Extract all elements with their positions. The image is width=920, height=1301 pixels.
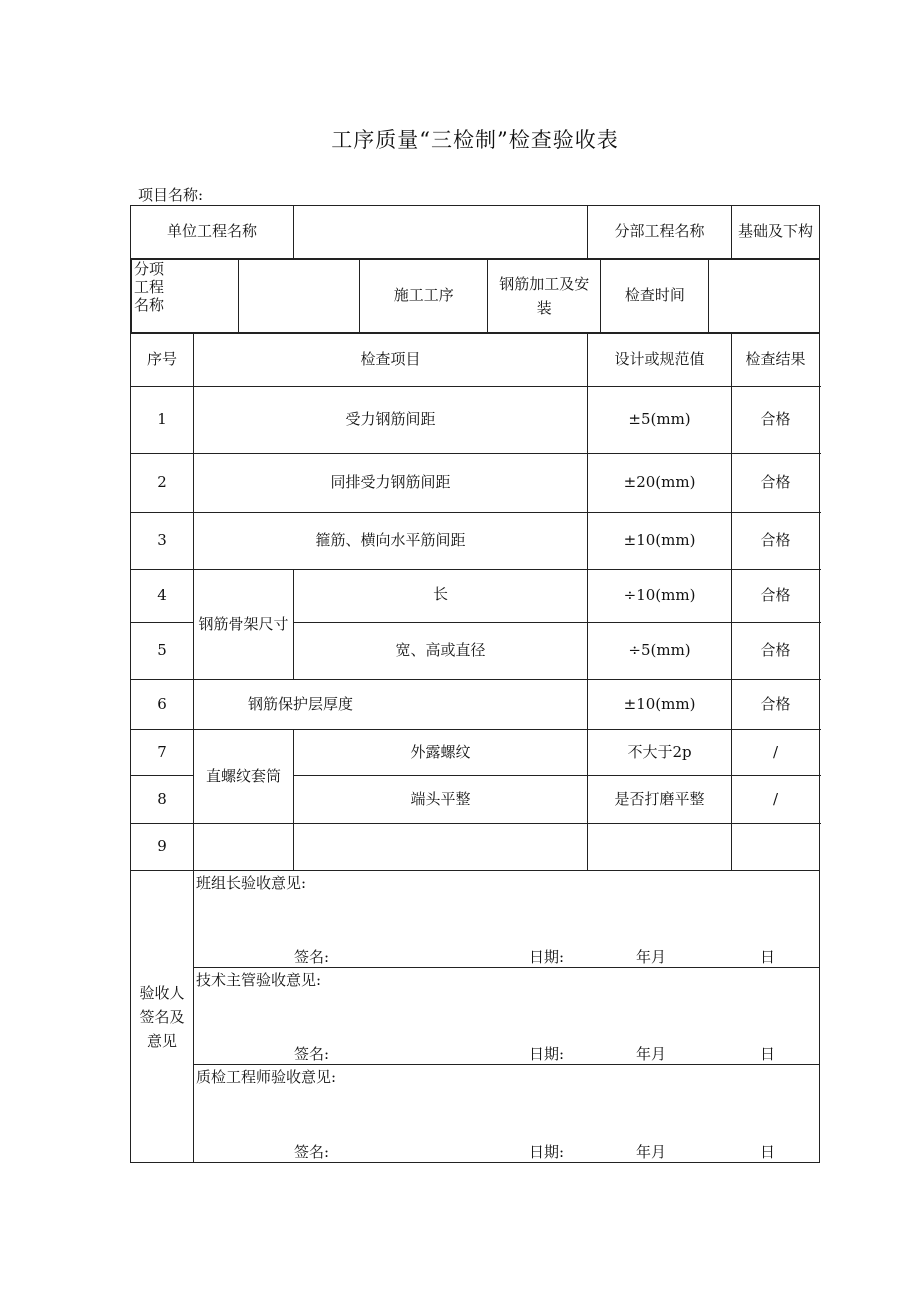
team-leader-opinion[interactable] [194,871,820,968]
row-result[interactable]: 合格 [732,623,820,680]
row-spec: 是否打磨平整 [588,776,732,824]
table-row [131,680,820,730]
opinion-label: 质检工程师验收意见: [196,1068,337,1086]
day-label: 日 [760,1045,776,1063]
row-spec: ±10(mm) [588,513,732,570]
row-no: 5 [131,623,194,680]
row-spec: ±10(mm) [588,680,732,730]
acceptance-label-line: 意见 [146,1031,177,1050]
acceptance-label-line: 验收人 [139,983,185,1002]
opinion-label: 技术主管验收意见: [196,971,322,989]
row-no: 3 [131,513,194,570]
year-month-label: 年月 [636,1143,667,1161]
sub-project-label [132,260,239,333]
process-label: 施工工序 [360,260,488,333]
row-result[interactable]: / [732,776,820,824]
sub-project-label-line: 名称 [134,296,165,314]
acceptance-row [131,1065,820,1163]
unit-project-label: 单位工程名称 [131,206,294,259]
row-result[interactable]: 合格 [732,570,820,623]
process-value-line: 装 [536,299,552,317]
row-result[interactable]: 合格 [732,454,820,513]
header-item: 检查项目 [194,334,588,387]
inspection-form [130,205,820,1163]
table-row [131,513,820,570]
row-group: 直螺纹套筒 [194,730,294,824]
table-row [131,454,820,513]
row-no: 9 [131,824,194,871]
row-result[interactable]: 合格 [732,680,820,730]
sub-project-label-line: 分项 [134,260,165,278]
date-label[interactable]: 日期: [529,1143,565,1161]
table-row [131,824,820,871]
row-spec: ÷10(mm) [588,570,732,623]
header-spec: 设计或规范值 [588,334,732,387]
row-item: 受力钢筋间距 [194,387,588,454]
process-value[interactable] [488,260,601,333]
tech-supervisor-opinion[interactable] [194,968,820,1065]
row-sub-item: 长 [294,570,588,623]
row-item: 钢筋保护层厚度 [194,680,588,730]
row-group[interactable] [194,824,294,871]
signature-line [194,1142,819,1162]
acceptance-label [131,871,194,1163]
process-value-line: 钢筋加工及安 [499,275,590,293]
project-name-label[interactable]: 项目名称: [138,186,204,204]
row-no: 6 [131,680,194,730]
page-title: 工序质量“三检制”检查验收表 [331,128,619,152]
sign-label[interactable]: 签名: [294,1143,330,1161]
row-sub-item[interactable] [294,824,588,871]
division-project-label: 分部工程名称 [588,206,732,259]
signature-line [194,947,819,967]
date-label[interactable]: 日期: [529,1045,565,1063]
table-row [131,387,820,454]
row-spec: ±5(mm) [588,387,732,454]
row-result[interactable]: 合格 [732,513,820,570]
row-no: 4 [131,570,194,623]
row-result[interactable]: 合格 [732,387,820,454]
row-item: 箍筋、横向水平筋间距 [194,513,588,570]
table-row [131,730,820,776]
sub-project-label-line: 工程 [134,278,165,296]
table-row [131,570,820,623]
sub-project-value[interactable] [239,260,360,333]
date-label[interactable]: 日期: [529,948,565,966]
acceptance-row [131,871,820,968]
day-label: 日 [760,1143,776,1161]
row-no: 1 [131,387,194,454]
row-spec: ±20(mm) [588,454,732,513]
acceptance-row [131,968,820,1065]
row-spec: ÷5(mm) [588,623,732,680]
header-no: 序号 [131,334,194,387]
sub-project-grid [131,259,819,333]
year-month-label: 年月 [636,948,667,966]
sign-label[interactable]: 签名: [294,948,330,966]
row-group: 钢筋骨架尺寸 [194,570,294,680]
sign-label[interactable]: 签名: [294,1045,330,1063]
row-sub-item: 外露螺纹 [294,730,588,776]
unit-project-value[interactable] [294,206,588,259]
row-spec: 不大于2p [588,730,732,776]
row-no: 7 [131,730,194,776]
day-label: 日 [760,948,776,966]
row-result[interactable] [732,824,820,871]
opinion-label: 班组长验收意见: [196,874,307,892]
year-month-label: 年月 [636,1045,667,1063]
row-result[interactable]: / [732,730,820,776]
row-sub-item: 宽、高或直径 [294,623,588,680]
check-time-label: 检查时间 [601,260,709,333]
row-no: 8 [131,776,194,824]
qc-engineer-opinion[interactable] [194,1065,820,1163]
row-sub-item: 端头平整 [294,776,588,824]
acceptance-label-line: 签名及 [139,1007,185,1026]
row-spec[interactable] [588,824,732,871]
signature-line [194,1044,819,1064]
check-time-value[interactable] [709,260,819,333]
division-project-value[interactable]: 基础及下构 [732,206,820,259]
row-no: 2 [131,454,194,513]
row-item: 同排受力钢筋间距 [194,454,588,513]
header-result: 检查结果 [732,334,820,387]
